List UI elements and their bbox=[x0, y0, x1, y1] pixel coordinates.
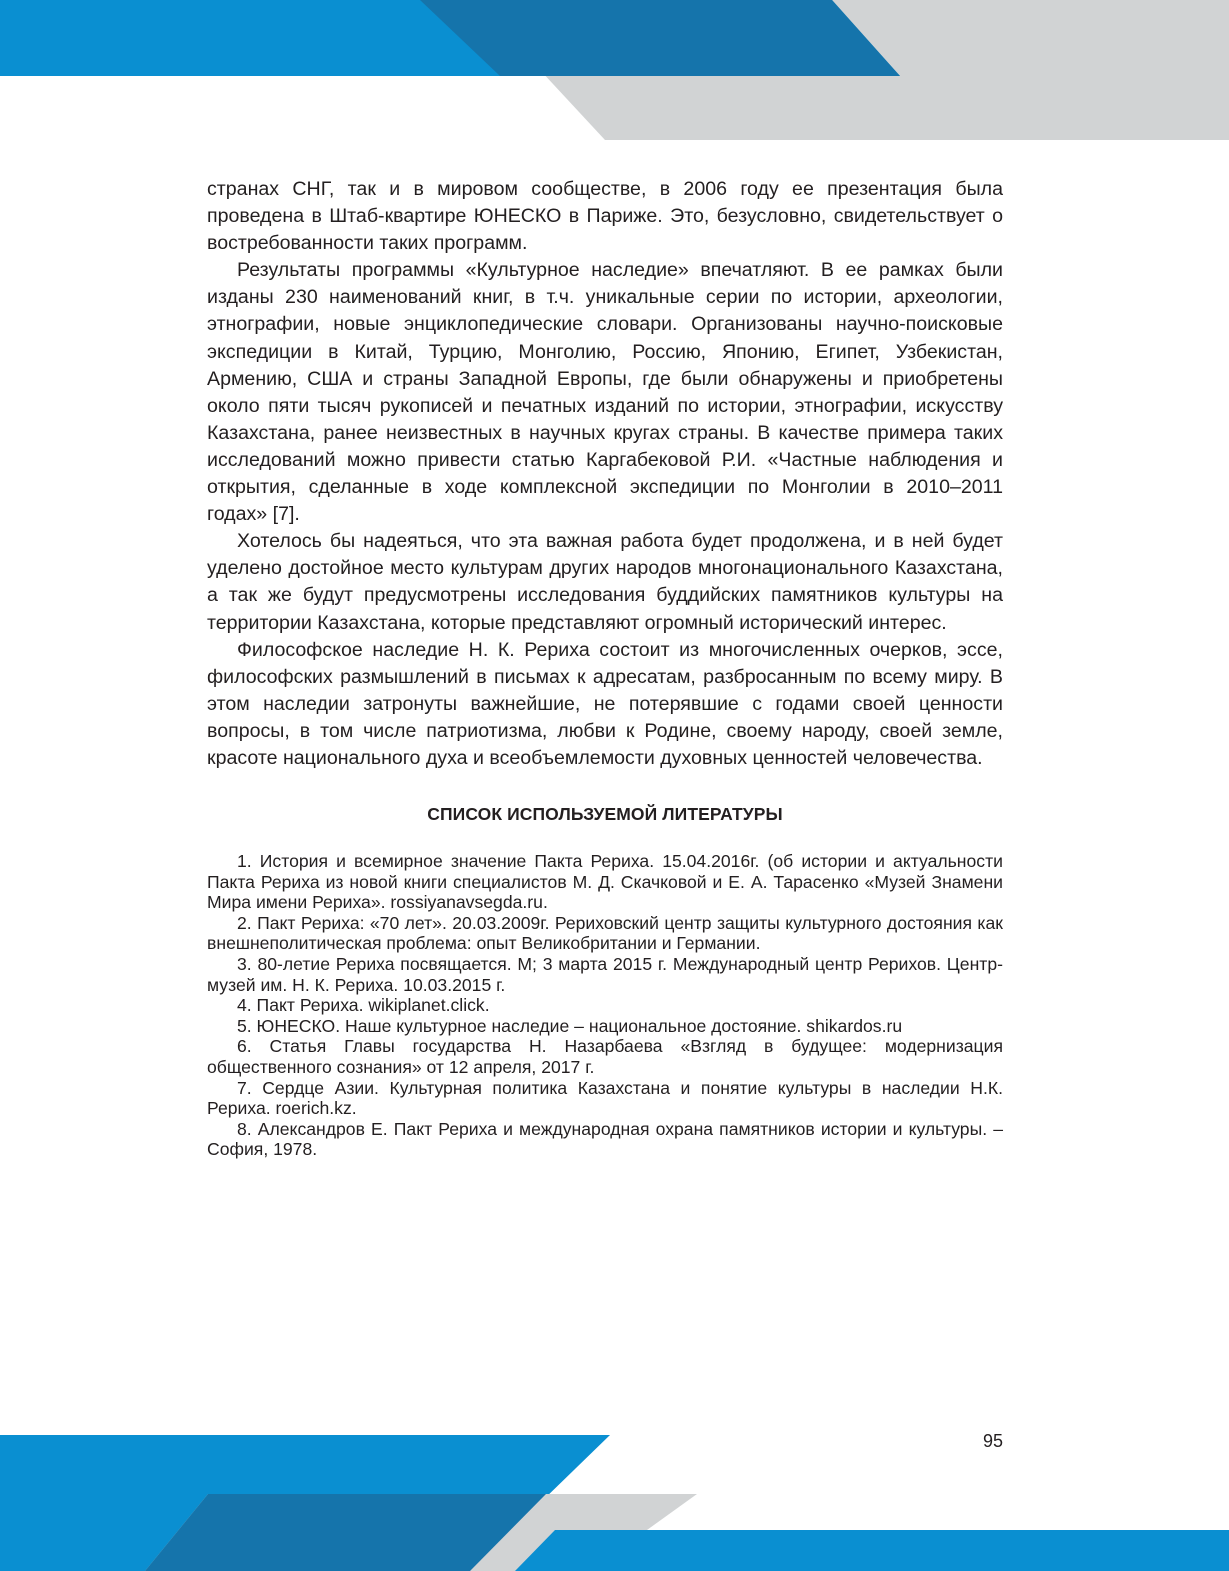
bottom-right-blue-stripe bbox=[515, 1530, 1229, 1571]
reference-item: 7. Сердце Азии. Культурная политика Казахстана и понятие культуры в наследии Н.К. Рериха. roerich.kz. bbox=[207, 1077, 1003, 1119]
reference-item: 2. Пакт Рериха: «70 лет». 20.03.2009г. Рериховский центр защиты культурного достояния как внешнеполитическая проблема: опыт Великобритании и Германии. bbox=[207, 912, 1003, 954]
reference-item: 3. 80-летие Рериха посвящается. М; 3 марта 2015 г. Международный центр Рерихов. Центр-музей им. Н. К. Рериха. 10.03.2015 г. bbox=[207, 954, 1003, 995]
paragraph-continuation: странах СНГ, так и в мировом сообществе, в 2006 году ее презентация была проведена в Штаб-квартире ЮНЕСКО в Париже. Это, безусловно, свидетельствует о востребованности таких программ. bbox=[207, 178, 1003, 255]
reference-item: 5. ЮНЕСКО. Наше культурное наследие – национальное достояние. shikardos.ru bbox=[237, 1015, 903, 1036]
top-banner bbox=[0, 0, 1229, 140]
top-dark-blue-stripe bbox=[420, 0, 900, 76]
page-content bbox=[207, 176, 1003, 1160]
reference-item: 6. Статья Главы государства Н. Назарбаева «Взгляд в будущее: модернизация общественного сознания» от 12 апреля, 2017 г. bbox=[207, 1036, 1003, 1077]
reference-item: 1. История и всемирное значение Пакта Рериха. 15.04.2016г. (об истории и актуальности Пакта Рериха из новой книги специалистов М. Д. Скачковой и Е. А. Тарасенко «Музей Знамени Мира имени Рериха». rossiyanavsegda.ru. bbox=[207, 851, 1003, 913]
paragraph-future-work: Хотелось бы надеяться, что эта важная работа будет продолжена, и в ней будет уделено достойное место культурам других народов многонационального Казахстана, а так же будут предусмотрены исследования буддийских памятников культуры на территории Казахстана, которые представляют огромный исторический интерес. bbox=[207, 530, 1003, 634]
page-number: 95 bbox=[982, 1431, 1003, 1451]
paragraph-cultural-heritage-results: Результаты программы «Культурное наследие» впечатляют. В ее рамках были изданы 230 наименований книг, в т.ч. уникальные серии по истории, археологии, этнографии, новые энциклопедические словари. Организованы научно-поисковые экспедиции в Китай, Турцию, Монголию, Россию, Японию, Египет, Узбекистан, Армению, США и страны Западной Европы, где были обнаружены и приобретены около пяти тысяч рукописей и печатных изданий по истории, этнографии, искусству Казахстана, ранее неизвестных в научных кругах страны. В качестве примера таких исследований можно привести статью Каргабековой Р.И. «Частные наблюдения и открытия, сделанные в ходе комплексной экспедиции по Монголии в 2010–2011 годах» [7]. bbox=[207, 259, 1003, 526]
reference-item: 8. Александров Е. Пакт Рериха и международная охрана памятников истории и культуры. – София, 1978. bbox=[207, 1118, 1003, 1160]
bottom-banner bbox=[0, 1435, 1229, 1571]
paragraph-roerich-legacy: Философское наследие Н. К. Рериха состоит из многочисленных очерков, эссе, философских размышлений в письмах к адресатам, разбросанным по всему миру. В этом наследии затронуты важнейшие, не потерявшие с годами своей ценности вопросы, в том числе патриотизма, любви к Родине, своему народу, своей земле, красоте национального духа и всеобъемлемости духовных ценностей человечества. bbox=[207, 638, 1003, 769]
reference-item: 4. Пакт Рериха. wikiplanet.click. bbox=[237, 995, 490, 1016]
references-list bbox=[207, 851, 1003, 1160]
references-heading: СПИСОК ИСПОЛЬЗУЕМОЙ ЛИТЕРАТУРЫ bbox=[427, 804, 783, 825]
